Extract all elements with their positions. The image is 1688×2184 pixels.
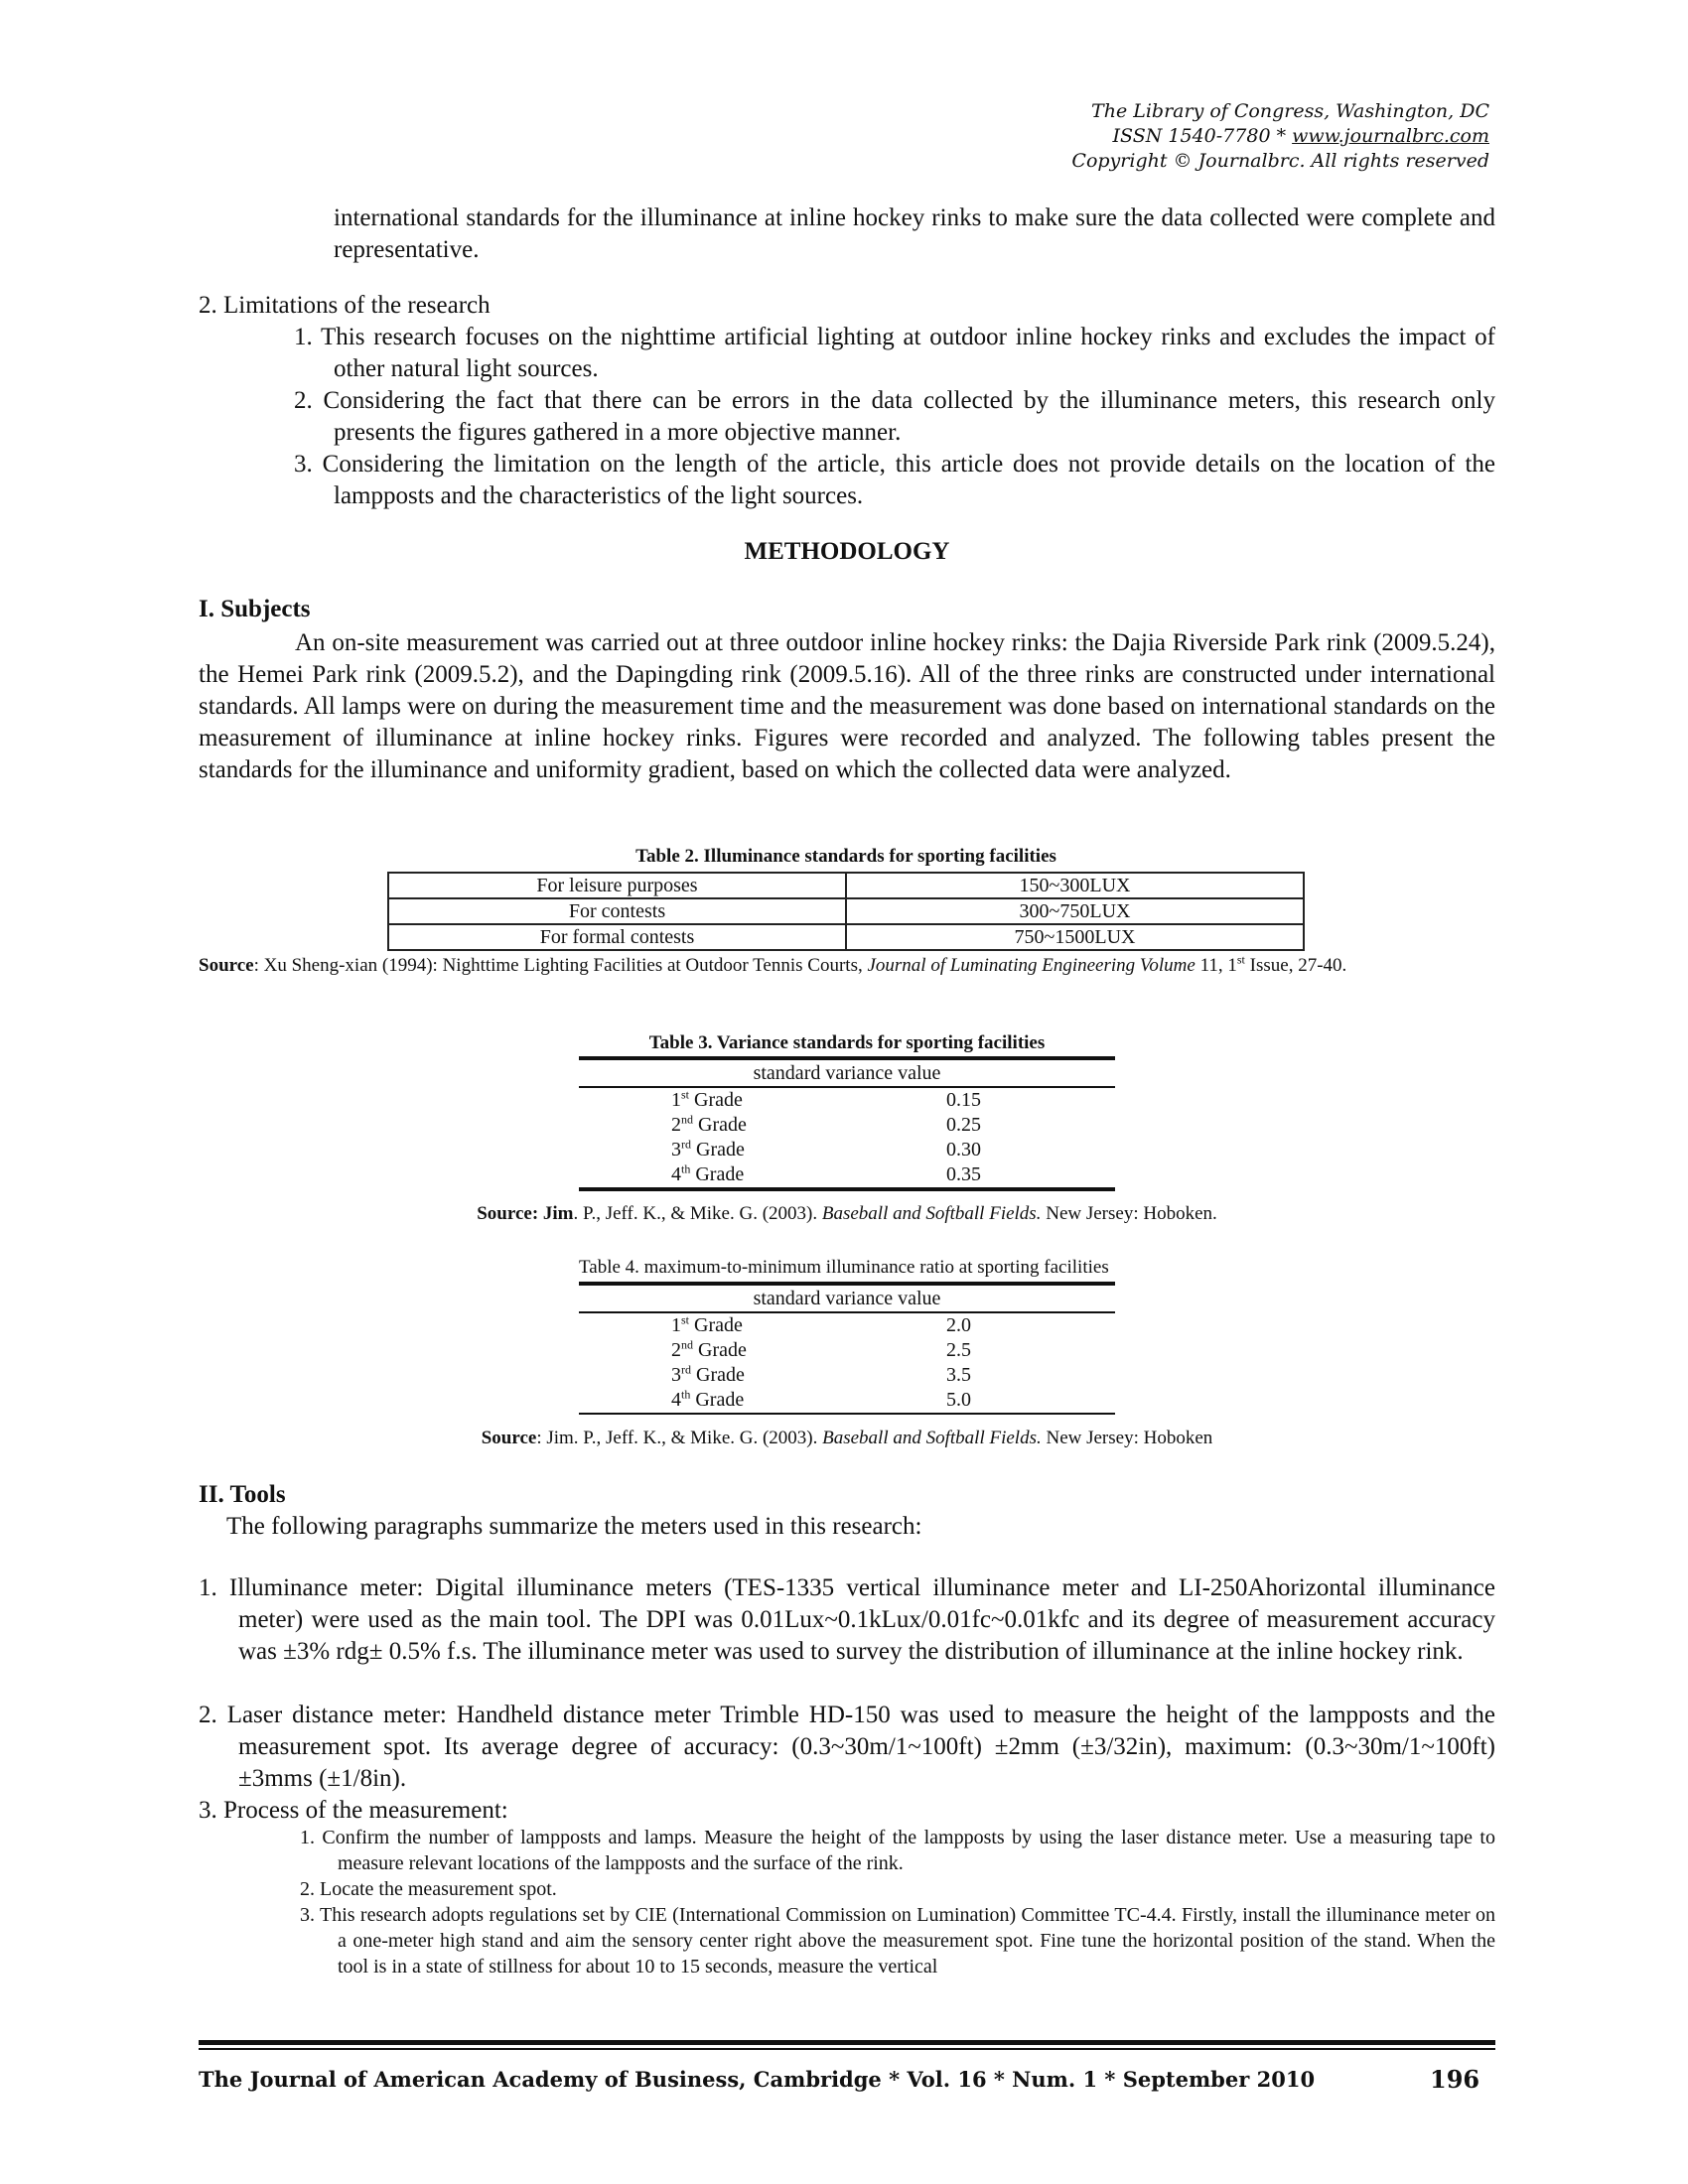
table-cell: For leisure purposes <box>388 873 846 898</box>
limitation-item-1: 1. This research focuses on the nighttime artificial lighting at outdoor inline hockey rinks and excludes the impact of other natural light sources. <box>294 324 1495 382</box>
header-line-2 <box>1071 124 1489 149</box>
table4-source: Source: Jim. P., Jeff. K., & Mike. G. (2003). Baseball and Softball Fields. New Jersey: Hoboken <box>481 1428 1213 1448</box>
footer-rule-thin <box>199 2048 1495 2050</box>
table-cell: For contests <box>388 898 846 924</box>
table4-header: standard variance value <box>753 1288 941 1309</box>
tools-intro: The following paragraphs summarize the meters used in this research: <box>226 1513 922 1540</box>
table-row: 4th Grade 0.35 <box>671 1161 981 1185</box>
table3-caption: Table 3. Variance standards for sporting facilities <box>648 1032 1046 1053</box>
table-row: 1st Grade 0.15 <box>671 1087 981 1111</box>
footer-journal-citation: The Journal of American Academy of Business, Cambridge * Vol. 16 * Num. 1 * September 2010 <box>199 2067 1316 2092</box>
table3-source: Source: Jim. P., Jeff. K., & Mike. G. (2003). Baseball and Softball Fields. New Jersey: Hoboken. <box>477 1203 1217 1224</box>
subjects-paragraph: An on-site measurement was carried out at three outdoor inline hockey rinks: the Dajia Riverside Park rink (2009.5.24), the Hemei Park rink (2009.5.2), and the Dapingding rink (2009.5.16). All of the three rinks are constructed under international standards. All lamps were on during the measurement time and the measurement was done based on international standards on the measurement of illuminance at inline hockey rinks. Figures were recorded and analyzed. The following tables present the standards for the illuminance and uniformity gradient, based on which the collected data were analyzed. <box>199 629 1495 783</box>
table-rule <box>579 1413 1115 1415</box>
tools-item-2: 2. Laser distance meter: Handheld distance meter Trimble HD-150 was used to measure the height of the lampposts and the measurement spot. Its average degree of accuracy: (0.3~30m/1~100ft) ±2mm (±3/32in), maximum: (0.3~30m/1~100ft) ±3mms (±1/8in). <box>199 1702 1495 1792</box>
process-step-1: 1. Confirm the number of lampposts and lamps. Measure the height of the lampposts by using the laser distance meter. Use a measuring tape to measure relevant locations of the lampposts and the surface of the rink. <box>300 1827 1495 1874</box>
header-line-1: The Library of Congress, Washington, DC <box>1091 100 1489 122</box>
page-number: 196 <box>1430 2065 1480 2094</box>
table-row: 4th Grade 5.0 <box>671 1387 971 1411</box>
table-row: 2nd Grade 2.5 <box>671 1337 971 1361</box>
table2-caption: Table 2. Illuminance standards for sporting facilities <box>635 846 1056 867</box>
methodology-title: METHODOLOGY <box>744 538 950 565</box>
table-cell: For formal contests <box>388 924 846 950</box>
table-cell: 750~1500LUX <box>846 924 1304 950</box>
journal-website-link[interactable]: www.journalbrc.com <box>1292 125 1489 147</box>
max-min-ratio-table <box>579 1282 1115 1415</box>
source-text: : Xu Sheng-xian (1994): Nighttime Lighting Facilities at Outdoor Tennis Courts, <box>253 955 868 976</box>
footer-rule-thick <box>199 2040 1495 2045</box>
running-header <box>1071 99 1489 174</box>
limitation-item-2: 2. Considering the fact that there can be errors in the data collected by the illuminance meters, this research only presents the figures gathered in a more objective manner. <box>294 387 1495 446</box>
limitation-item-3: 3. Considering the limitation on the length of the article, this article does not provide details on the location of the lampposts and the characteristics of the light sources. <box>294 451 1495 509</box>
subjects-heading: I. Subjects <box>199 596 311 622</box>
source-text: 11, 1 <box>1195 955 1237 976</box>
table-row: 2nd Grade 0.25 <box>671 1112 981 1136</box>
process-step-3: 3. This research adopts regulations set by CIE (International Commission on Lumination) Committee TC-4.4. Firstly, install the illuminance meter on a one-meter high stand and aim the sensory center right above the measurement spot. Fine tune the horizontal position of the stand. When the tool is in a state of stillness for about 10 to 15 seconds, measure the vertical <box>300 1904 1495 1978</box>
table2-source <box>199 953 1495 978</box>
intro-continuation: international standards for the illuminance at inline hockey rinks to make sure the data collected were complete and representative. <box>334 205 1495 263</box>
table-rule <box>579 1187 1115 1191</box>
table-row <box>388 873 1304 898</box>
source-sup: st <box>1236 952 1245 967</box>
tools-heading: II. Tools <box>199 1481 286 1508</box>
table-row: 3rd Grade 3.5 <box>671 1362 971 1386</box>
table-row <box>388 924 1304 950</box>
table-row <box>388 898 1304 924</box>
source-journal: Journal of Luminating Engineering Volume <box>867 955 1196 976</box>
table4-caption: Table 4. maximum-to-minimum illuminance ratio at sporting facilities <box>579 1257 1109 1278</box>
table3-header: standard variance value <box>753 1062 941 1084</box>
source-label: Source <box>199 955 254 976</box>
table-cell: 150~300LUX <box>846 873 1304 898</box>
source-text: Issue, 27-40. <box>1244 955 1347 976</box>
variance-standards-table <box>579 1056 1115 1191</box>
header-line-3: Copyright © Journalbrc. All rights reserved <box>1071 150 1489 172</box>
table-cell: 300~750LUX <box>846 898 1304 924</box>
process-step-2: 2. Locate the measurement spot. <box>300 1878 557 1900</box>
limitations-heading: 2. Limitations of the research <box>199 292 491 319</box>
tools-item-1: 1. Illuminance meter: Digital illuminance meters (TES-1335 vertical illuminance meter and LI-250Ahorizontal illuminance meter) were used as the main tool. The DPI was 0.01Lux~0.1kLux/0.01fc~0.01kfc and its degree of measurement accuracy was ±3% rdg± 0.5% f.s. The illuminance meter was used to survey the distribution of illuminance at the inline hockey rink. <box>199 1574 1495 1665</box>
table-row: 1st Grade 2.0 <box>671 1312 971 1336</box>
table-row: 3rd Grade 0.30 <box>671 1137 981 1160</box>
header-issn: ISSN 1540-7780 * <box>1112 125 1293 147</box>
tools-item-3: 3. Process of the measurement: <box>199 1797 508 1824</box>
illuminance-standards-table <box>387 872 1305 951</box>
